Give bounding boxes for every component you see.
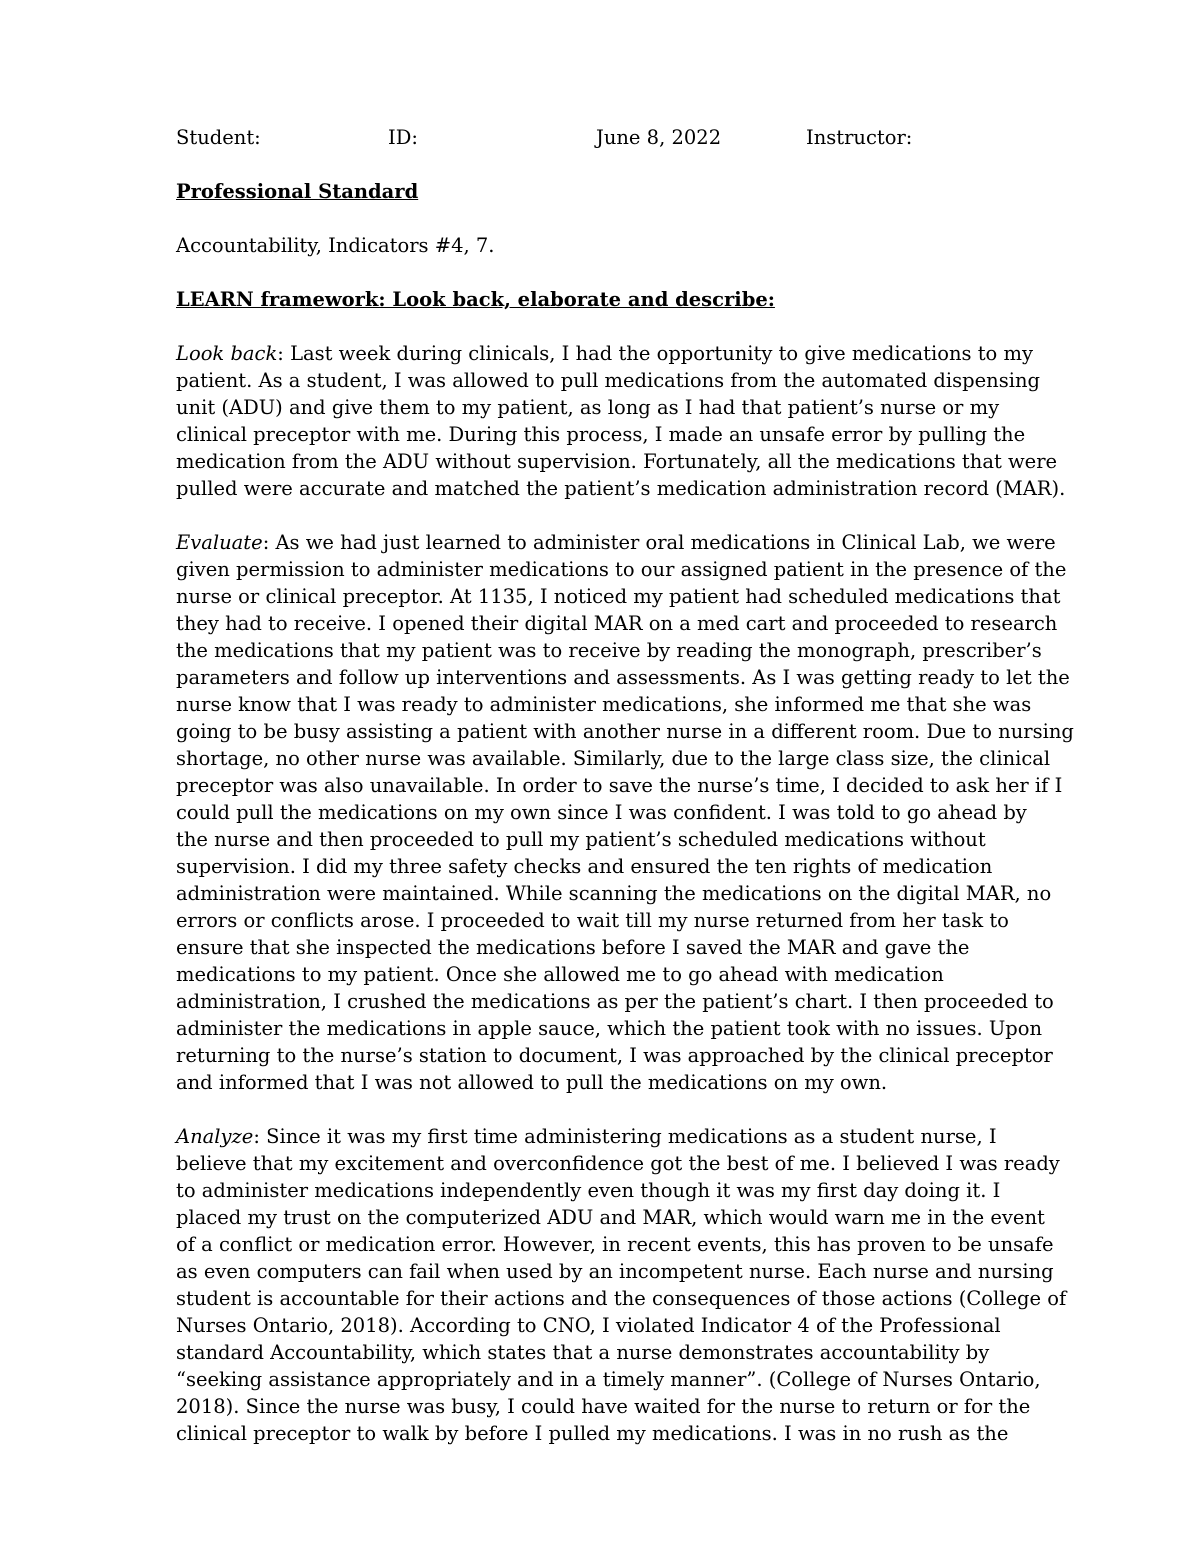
evaluate-paragraph (176, 529, 1074, 1096)
instructor-label: Instructor: (806, 126, 913, 149)
id-label: ID: (388, 126, 418, 149)
paragraph-line: clinical preceptor to walk by before I pulled my medications. I was in no rush as the (176, 1422, 1009, 1445)
line-text: : As we had just learned to administer oral medications in Clinical Lab, we were (262, 531, 1056, 554)
paragraph-line: nurse know that I was ready to administer medications, she informed me that she was (176, 693, 1032, 716)
line-text: : Since it was my first time administering medications as a student nurse, I (253, 1125, 997, 1148)
paragraph-line: “seeking assistance appropriately and in a timely manner”. (College of Nurses Ontario, (176, 1368, 1041, 1391)
paragraph-line: they had to receive. I opened their digital MAR on a med cart and proceeded to research (176, 612, 1058, 635)
paragraph-line: believe that my excitement and overconfidence got the best of me. I believed I was ready (176, 1152, 1060, 1175)
document-header (176, 124, 1026, 151)
paragraph-line: medication from the ADU without supervision. Fortunately, all the medications that were (176, 450, 1058, 473)
paragraph-line: could pull the medications on my own since I was confident. I was told to go ahead by (176, 801, 1027, 824)
paragraph-line: parameters and follow up interventions and assessments. As I was getting ready to let the (176, 666, 1070, 689)
paragraph-line: pulled were accurate and matched the patient’s medication administration record (MAR). (176, 477, 1066, 500)
paragraph-line: supervision. I did my three safety checks and ensured the ten rights of medication (176, 855, 993, 878)
paragraph-line: standard Accountability, which states that a nurse demonstrates accountability by (176, 1341, 990, 1364)
look-back-paragraph (176, 340, 1066, 502)
paragraph-line: ensure that she inspected the medications before I saved the MAR and gave the (176, 936, 970, 959)
paragraph-line (176, 529, 1056, 556)
date-text: June 8, 2022 (596, 126, 722, 149)
paragraph-line: of a conflict or medication error. However, in recent events, this has proven to be unsafe (176, 1233, 1054, 1256)
paragraph-line (176, 1123, 1026, 1150)
paragraph-line (176, 340, 1033, 367)
section-label: Evaluate (176, 531, 263, 554)
paragraph-line: given permission to administer medications to our assigned patient in the presence of the (176, 558, 1067, 581)
paragraph-line: shortage, no other nurse was available. Similarly, due to the large class size, the clinical (176, 747, 1051, 770)
paragraph-line: Nurses Ontario, 2018). According to CNO, I violated Indicator 4 of the Professional (176, 1314, 1001, 1337)
paragraph-line: patient. As a student, I was allowed to pull medications from the automated dispensing (176, 369, 1041, 392)
paragraph-line: administration, I crushed the medications as per the patient’s chart. I then proceeded to (176, 990, 1054, 1013)
paragraph-line: errors or conflicts arose. I proceeded to wait till my nurse returned from her task to (176, 909, 1009, 932)
line-text: : Last week during clinicals, I had the opportunity to give medications to my (277, 342, 1033, 365)
standard-text: Accountability, Indicators #4, 7. (176, 234, 495, 257)
paragraph-line: unit (ADU) and give them to my patient, as long as I had that patient’s nurse or my (176, 396, 1000, 419)
paragraph-line: 2018). Since the nurse was busy, I could have waited for the nurse to return or for the (176, 1395, 1031, 1418)
student-label: Student: (176, 126, 261, 149)
paragraph-line: medications to my patient. Once she allowed me to go ahead with medication (176, 963, 944, 986)
paragraph-line: returning to the nurse’s station to document, I was approached by the clinical preceptor (176, 1044, 1053, 1067)
section-label: Look back (176, 342, 278, 365)
paragraph-line: going to be busy assisting a patient with another nurse in a different room. Due to nursing (176, 720, 1074, 743)
paragraph-line: nurse or clinical preceptor. At 1135, I noticed my patient had scheduled medications that (176, 585, 1061, 608)
paragraph-line: student is accountable for their actions and the consequences of those actions (College of (176, 1287, 1067, 1310)
paragraph-line: to administer medications independently even though it was my first day doing it. I (176, 1179, 1001, 1202)
paragraph-line: preceptor was also unavailable. In order to save the nurse’s time, I decided to ask her if I (176, 774, 1063, 797)
paragraph-line: the nurse and then proceeded to pull my patient’s scheduled medications without (176, 828, 986, 851)
paragraph-line: administer the medications in apple sauce, which the patient took with no issues. Upon (176, 1017, 1043, 1040)
paragraph-line: clinical preceptor with me. During this process, I made an unsafe error by pulling the (176, 423, 1026, 446)
section-label: Analyze (176, 1125, 254, 1148)
paragraph-line: administration were maintained. While scanning the medications on the digital MAR, no (176, 882, 1052, 905)
paragraph-line: the medications that my patient was to receive by reading the monograph, prescriber’s (176, 639, 1042, 662)
framework-heading: LEARN framework: Look back, elaborate and describe: (176, 288, 775, 311)
paragraph-line: as even computers can fail when used by an incompetent nurse. Each nurse and nursing (176, 1260, 1054, 1283)
paragraph-line: and informed that I was not allowed to pull the medications on my own. (176, 1071, 888, 1094)
analyze-paragraph (176, 1123, 1067, 1447)
professional-standard-heading: Professional Standard (176, 180, 419, 203)
paragraph-line: placed my trust on the computerized ADU and MAR, which would warn me in the event (176, 1206, 1045, 1229)
document-page (176, 124, 1074, 1447)
